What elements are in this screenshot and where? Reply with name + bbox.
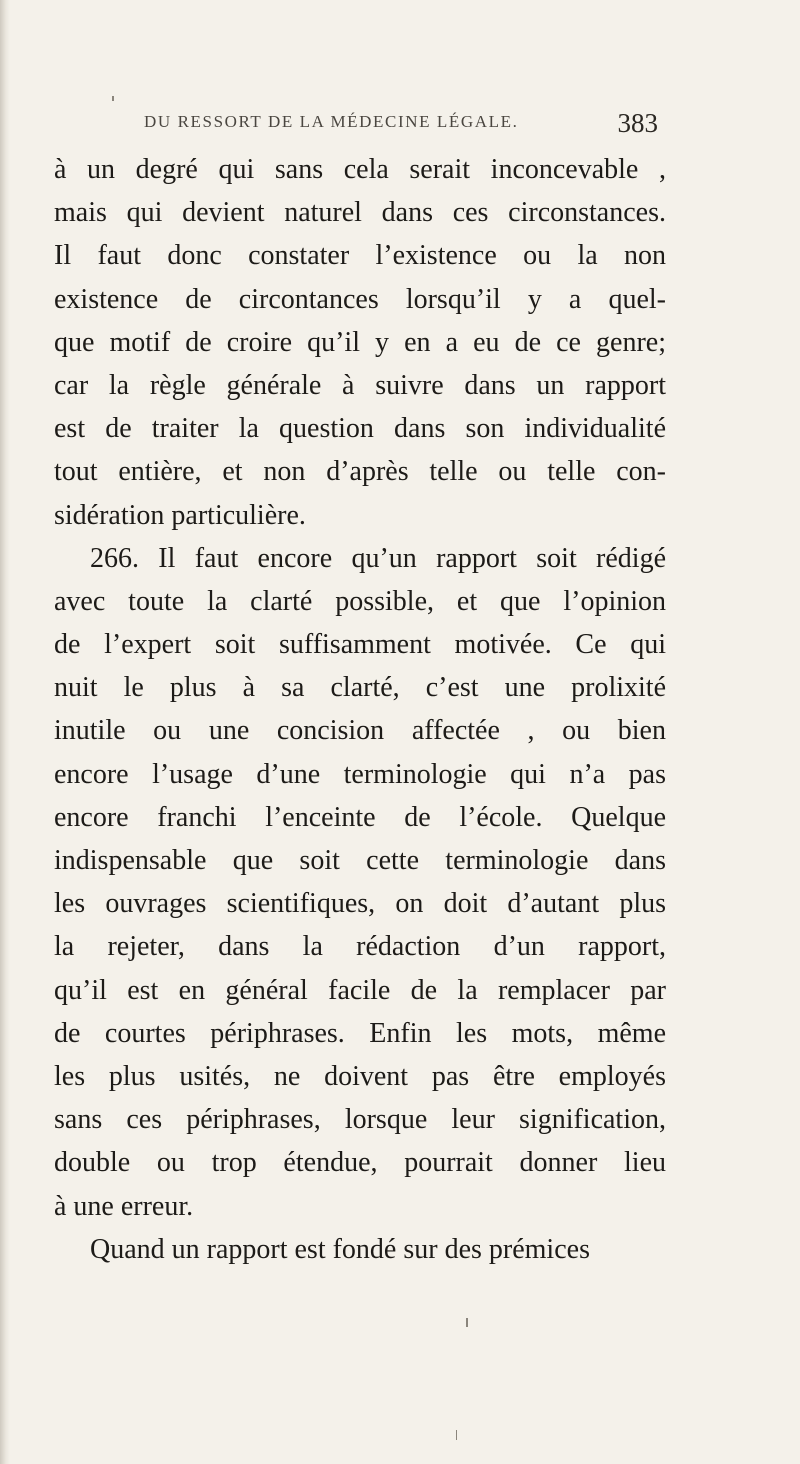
paragraph-start-line: 266. Il faut encore qu’un rapport soit rédigé xyxy=(90,542,666,574)
text-line: les plus usités, ne doivent pas être employés xyxy=(54,1060,666,1092)
text-line: car la règle générale à suivre dans un rapport xyxy=(54,369,666,401)
text-line: de courtes périphrases. Enfin les mots, même xyxy=(54,1017,666,1049)
text-line: nuit le plus à sa clarté, c’est une prolixité xyxy=(54,672,666,704)
text-line: sans ces périphrases, lorsque leur signification, xyxy=(54,1104,666,1136)
text-line: existence de circontances lorsqu’il y a quel- xyxy=(54,283,666,315)
body-text xyxy=(54,148,666,1271)
text-line: est de traiter la question dans son individualité xyxy=(54,413,666,445)
text-line: inutile ou une concision affectée , ou bien xyxy=(54,715,666,747)
text-line: Il faut donc constater l’existence ou la non xyxy=(54,240,666,272)
text-line: encore franchi l’enceinte de l’école. Quelque xyxy=(54,801,666,833)
page-number: 383 xyxy=(617,108,658,138)
text-line: avec toute la clarté possible, et que l’opinion xyxy=(54,585,666,617)
paper-speck xyxy=(466,1318,468,1327)
text-line: de l’expert soit suffisamment motivée. Ce qui xyxy=(54,629,666,661)
paragraph-start-line: Quand un rapport est fondé sur des prémices xyxy=(90,1233,590,1265)
text-line: que motif de croire qu’il y en a eu de ce genre; xyxy=(54,326,666,358)
text-line: la rejeter, dans la rédaction d’un rapport, xyxy=(54,931,666,963)
text-line: indispensable que soit cette terminologie dans xyxy=(54,845,666,876)
text-line: qu’il est en général facile de la remplacer par xyxy=(54,974,666,1006)
page-header xyxy=(144,108,658,148)
text-line: double ou trop étendue, pourrait donner lieu xyxy=(54,1147,666,1179)
text-line: mais qui devient naturel dans ces circonstances. xyxy=(54,197,666,229)
paragraph-end-line: sidération particulière. xyxy=(54,499,306,531)
page-edge xyxy=(0,0,10,1464)
paper-speck xyxy=(112,96,114,101)
paper-speck xyxy=(456,1430,457,1440)
text-line: tout entière, et non d’après telle ou telle con- xyxy=(54,456,666,488)
paragraph-end-line: à une erreur. xyxy=(54,1190,194,1222)
text-line: les ouvrages scientifiques, on doit d’autant plus xyxy=(54,888,666,920)
running-head: DU RESSORT DE LA MÉDECINE LÉGALE. xyxy=(144,112,519,131)
text-line: à un degré qui sans cela serait inconcevable , xyxy=(54,154,666,185)
text-line: encore l’usage d’une terminologie qui n’a pas xyxy=(54,758,666,790)
